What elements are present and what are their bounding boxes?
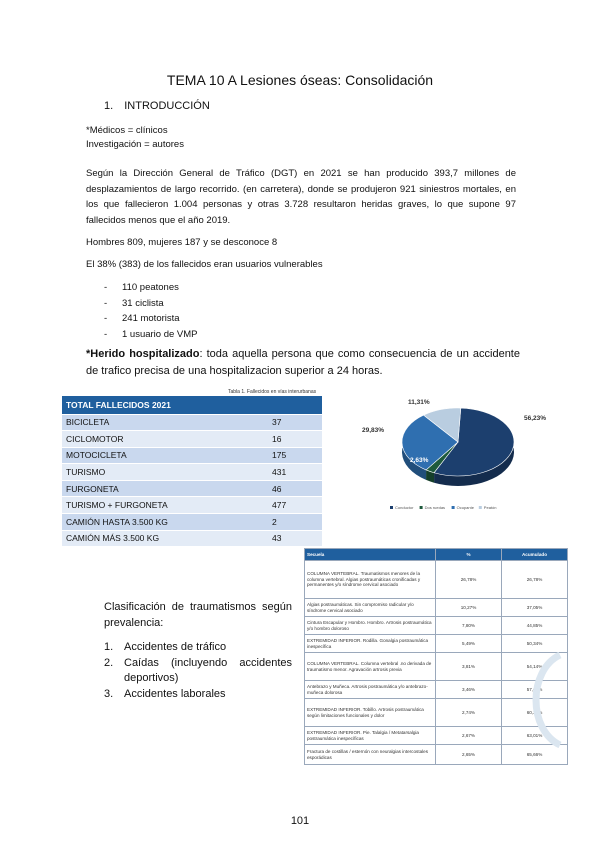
gender-line: Hombres 809, mujeres 187 y se desconoce 8 xyxy=(86,237,278,248)
pie-data-label: 11,31% xyxy=(408,399,430,406)
table-row: MOTOCICLETA 175 xyxy=(62,447,322,464)
table-row: Algias postraumáticas. Sin compromiso radicular y/o síndrome cervical asociado 10,27% 37,05% xyxy=(305,599,568,617)
list-item: 3. Accidentes laborales xyxy=(104,687,226,700)
list-item: - 110 peatones xyxy=(104,282,179,293)
classification-intro: Clasificación de traumatismos según prevalencia: xyxy=(104,601,292,629)
herido-definition xyxy=(86,346,520,380)
list-item: 2. Caídas (incluyendo accidentes deportivos) xyxy=(104,656,292,684)
table-row: BICICLETA 37 xyxy=(62,414,322,431)
note-line-1: *Médicos = clínicos xyxy=(86,125,168,136)
list-item: - 1 usuario de VMP xyxy=(104,328,198,340)
herido-term: *Herido hospitalizado xyxy=(86,348,200,360)
note-line-2: Investigación = autores xyxy=(86,139,184,150)
pie-data-label: 2,63% xyxy=(410,457,429,464)
section-title: INTRODUCCIÓN xyxy=(124,100,210,112)
table-row: CICLOMOTOR 16 xyxy=(62,431,322,448)
table-header: TOTAL FALLECIDOS 2021 xyxy=(62,396,322,414)
vulnerable-line: El 38% (383) de los fallecidos eran usuarios vulnerables xyxy=(86,259,323,270)
herido-text: : toda aquella persona que como consecuencia de un accidente de trafico precisa de una hospitalizacion superior a 24 horas. xyxy=(86,348,520,377)
table-row: COLUMNA VERTEBRAL. Traumatismos menores de la columna vertebral. Algias postraumáticas cronificadas y permanentes y/o síndrome cervical asociado 26,78% 26,78% xyxy=(305,561,568,599)
legend-swatch xyxy=(452,506,455,509)
table-row: COLUMNA VERTEBRAL. Columna vertebral .no derivada de traumatismo menor. Agravación artrosis previa 3,81% 54,14% xyxy=(305,653,568,681)
list-item: - 31 ciclista xyxy=(104,297,164,309)
table-row: Antebrazo y Muñeca. Artrosis postraumática y/o antebrazo-muñeca dolorosa 3,46% 57,60% xyxy=(305,681,568,699)
page-number: 101 xyxy=(290,815,310,827)
legend-swatch xyxy=(390,506,393,509)
table-row: Fractura de costillas / esternón con neuralgias intercostales esporádicas 2,65% 65,66% xyxy=(305,745,568,765)
col-header-pct: % xyxy=(436,549,502,561)
page-title: TEMA 10 A Lesiones óseas: Consolidación xyxy=(166,72,434,88)
pie-chart xyxy=(352,392,547,518)
legend-label: Dos ruedas xyxy=(424,505,446,510)
section-heading xyxy=(104,100,210,112)
table-row: Cintura Escapular y Hombro. Hombro. Artrosis postraumática y/o hombro doloroso 7,80% 44,85% xyxy=(305,617,568,635)
list-item: 1. Accidentes de tráfico xyxy=(104,641,227,653)
table-row: TURISMO 431 xyxy=(62,464,322,481)
vulnerable-list xyxy=(104,280,198,342)
table-row: EXTREMIDAD INFERIOR. Pie. Talalgia / Metatarsalgia postraumática inespecíficas 2,67% 63,01% xyxy=(305,727,568,745)
list-item: - 241 motorista xyxy=(104,313,180,324)
pie-data-label: 56,23% xyxy=(524,415,547,422)
col-header-acum: Acumulado xyxy=(502,549,568,561)
legend-label: Conductor xyxy=(395,505,414,510)
col-header-secuela: Secuela xyxy=(305,549,436,561)
table-row: EXTREMIDAD INFERIOR. Tobillo. Artrosis postraumática según limitaciones funcionales y dolor 2,74% 60,34% xyxy=(305,699,568,727)
watermark-decoration xyxy=(520,650,570,750)
legend-label: Peatón xyxy=(483,505,497,510)
pie-data-label: 29,83% xyxy=(362,427,385,434)
classification-list xyxy=(104,640,292,702)
table-caption: Tabla 1. Fallecidos en vías interurbanas xyxy=(228,389,317,395)
legend-swatch xyxy=(479,506,482,509)
fatalities-table xyxy=(62,396,322,547)
table-row: CAMIÓN HASTA 3.500 KG 2 xyxy=(62,514,322,531)
notes xyxy=(86,124,184,152)
table-row: EXTREMIDAD INFERIOR. Rodilla. Gonalgia postraumática inespecífica 5,49% 50,34% xyxy=(305,635,568,653)
table-row: FURGONETA 46 xyxy=(62,480,322,497)
intro-paragraph: Según la Dirección General de Tráfico (DGT) en 2021 se han producido 393,7 millones de desplazamientos de largo recorrido. (en carretera), donde se produjeron 921 siniestros mortales, en los que fallecieron 1.004 personas y otras 3.728 resultaron heridas graves, lo que supone 97 fallecidos menos que el año 2019. xyxy=(86,168,516,226)
legend-swatch xyxy=(420,506,423,509)
section-number: 1. xyxy=(104,100,114,112)
table-row: TURISMO + FURGONETA 477 xyxy=(62,497,322,514)
table-row: CAMIÓN MÁS 3.500 KG 43 xyxy=(62,530,322,547)
legend-label: Ocupante xyxy=(456,505,474,510)
